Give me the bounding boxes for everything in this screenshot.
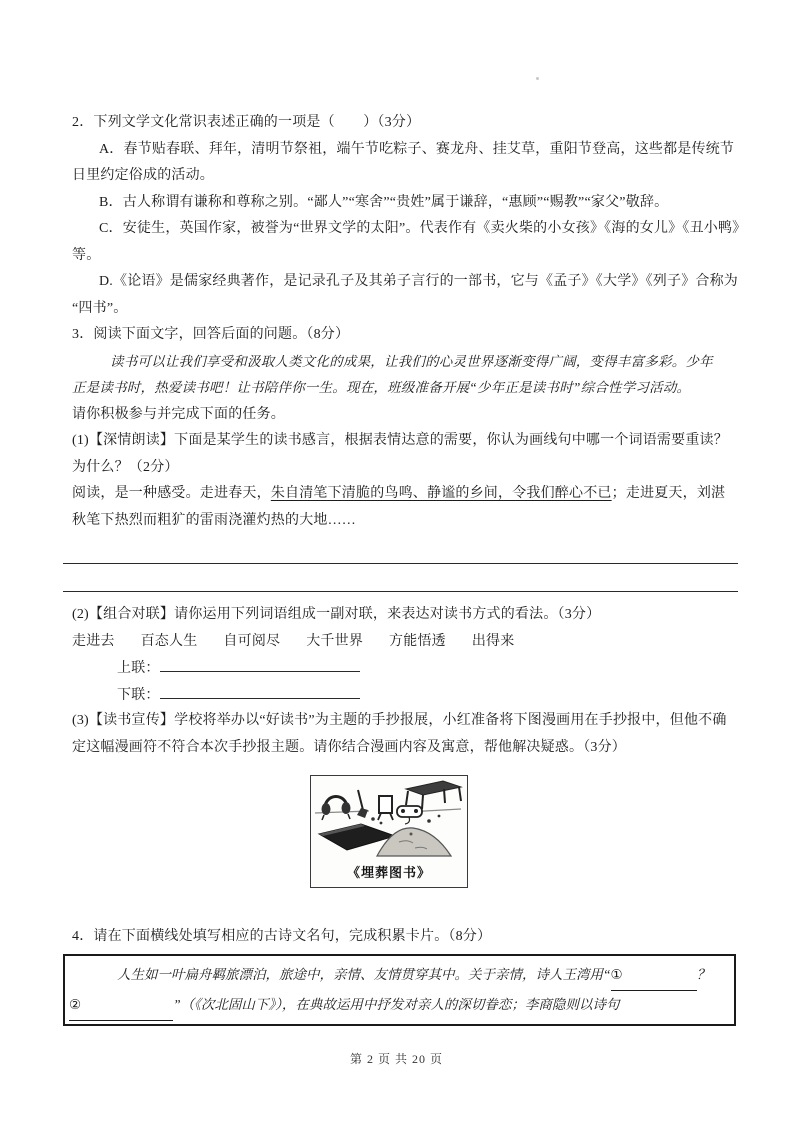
card-line1-text: 人生如一叶扁舟羁旅漂泊，旅途中，亲情、友情贯穿其中。关于亲情，诗人王湾用“ [117, 966, 611, 982]
second-couplet-blank [160, 682, 360, 699]
q3-intro-line3: 请你积极参与并完成下面的任务。 [72, 406, 285, 422]
quote-pre: 阅读，是一种感受。走进春天， [72, 486, 271, 501]
accumulation-card [63, 954, 736, 1026]
answer-rule-line-1 [63, 534, 738, 564]
q3-task1-heading-line1: (1)【深情朗读】下面是某学生的读书感言，根据表情达意的需要，你认为画线句中哪一个词语需要重读？ [72, 433, 728, 448]
quote-underlined-segment: 朱自清笔下清脆的鸟鸣、静谧的乡间，令我们醉心不已 [270, 486, 612, 501]
word-option: 大千世界 [306, 633, 364, 649]
q2-option-a-line2: 日里约定俗成的活动。 [72, 168, 214, 183]
first-couplet-blank [160, 655, 360, 672]
card-line1-end: ？ [696, 966, 711, 982]
q2-option-c-line2: 等。 [72, 247, 101, 263]
word-option: 走进去 [72, 633, 115, 649]
first-couplet-line [72, 655, 727, 682]
page-number-footer: 第 2 页 共 20 页 [349, 1052, 443, 1066]
cartoon-burying-books [310, 775, 468, 888]
answer-rule-line-2 [63, 564, 738, 592]
fill-blank-1 [611, 960, 697, 991]
word-option: 方能悟透 [389, 633, 446, 649]
quote-post: ；走进夏天，刘湛 [611, 486, 726, 501]
q3-task1-quote-line1 [72, 481, 727, 508]
print-speck [536, 77, 539, 80]
q3-task1-heading-line2: 为什么？（2分） [72, 459, 179, 475]
word-option: 出得来 [471, 633, 515, 649]
q3-task3-line2: 定这幅漫画符不符合本次手抄报主题。请你结合漫画内容及寓意，帮他解决疑惑。（3分） [72, 739, 626, 755]
q3-intro-line2: 正是读书时，热爱读书吧！让书陪伴你一生。现在，班级准备开展“少年正是读书时”综合性学习活动。 [72, 380, 691, 395]
q3-task2-heading: (2)【组合对联】请你运用下列词语组成一副对联，来表达对读书方式的看法。（3分） [72, 607, 601, 622]
page-content [69, 110, 747, 1026]
word-option: 自可阅尽 [223, 633, 281, 649]
q3-task1-quote-line2: 秋笔下热烈而粗犷的雷雨浇灌灼热的大地…… [72, 512, 356, 528]
card-line2-text: ”（《次北固山下》），在典故运用中抒发对亲人的深切眷恋；李商隐则以诗句 [173, 996, 620, 1012]
word-option: 百态人生 [140, 633, 198, 649]
blank-2-number: ② [69, 996, 82, 1012]
q2-option-a-line1: A．春节贴春联、拜年，清明节祭祖，端午节吃粽子、赛龙舟、挂艾草，重阳节登高，这些都是传统节 [99, 141, 735, 157]
q3-heading: 3．阅读下面文字，回答后面的问题。（8分） [72, 327, 350, 342]
q3-task3-line1: (3)【读书宣传】学校将举办以“好读书”为主题的手抄报展，小红准备将下图漫画用在手抄报中，但他不确 [72, 713, 727, 728]
q2-option-b: B．古人称谓有谦称和尊称之别。“鄙人”“寒舍”“贵姓”属于谦辞，“惠顾”“赐教”“家父”敬辞。 [99, 194, 669, 210]
q2-option-d-line2: “四书”。 [72, 300, 128, 316]
q2-heading: 2．下列文学文化常识表述正确的一项是（ ）（3分） [72, 115, 421, 130]
second-couplet-label: 下联： [117, 687, 160, 703]
card-line1 [69, 960, 726, 990]
q3-intro-line1: 读书可以让我们享受和汲取人类文化的成果，让我们的心灵世界逐渐变得广阔，变得丰富多彩。少年 [110, 353, 713, 369]
cartoon-caption: 《埋葬图书》 [346, 865, 431, 880]
q2-option-c-line1: C．安徒生，英国作家，被誉为“世界文学的太阳”。代表作有《卖火柴的小女孩》《海的女儿》《丑小鸭》 [99, 221, 747, 236]
first-couplet-label: 上联： [117, 661, 160, 676]
fill-blank-2 [69, 990, 173, 1021]
blank-1-number: ① [610, 966, 623, 982]
second-couplet-line [72, 682, 727, 709]
q3-task2-word-bank [72, 629, 727, 656]
cartoon-drawing [311, 776, 466, 864]
card-line2 [69, 990, 726, 1020]
q4-heading: 4．请在下面横线处填写相应的古诗文名句，完成积累卡片。（8分） [72, 929, 492, 944]
q2-option-d-line1: D.《论语》是儒家经典著作，是记录孔子及其弟子言行的一部书，它与《孟子》《大学》《列子》合称为 [99, 274, 739, 289]
